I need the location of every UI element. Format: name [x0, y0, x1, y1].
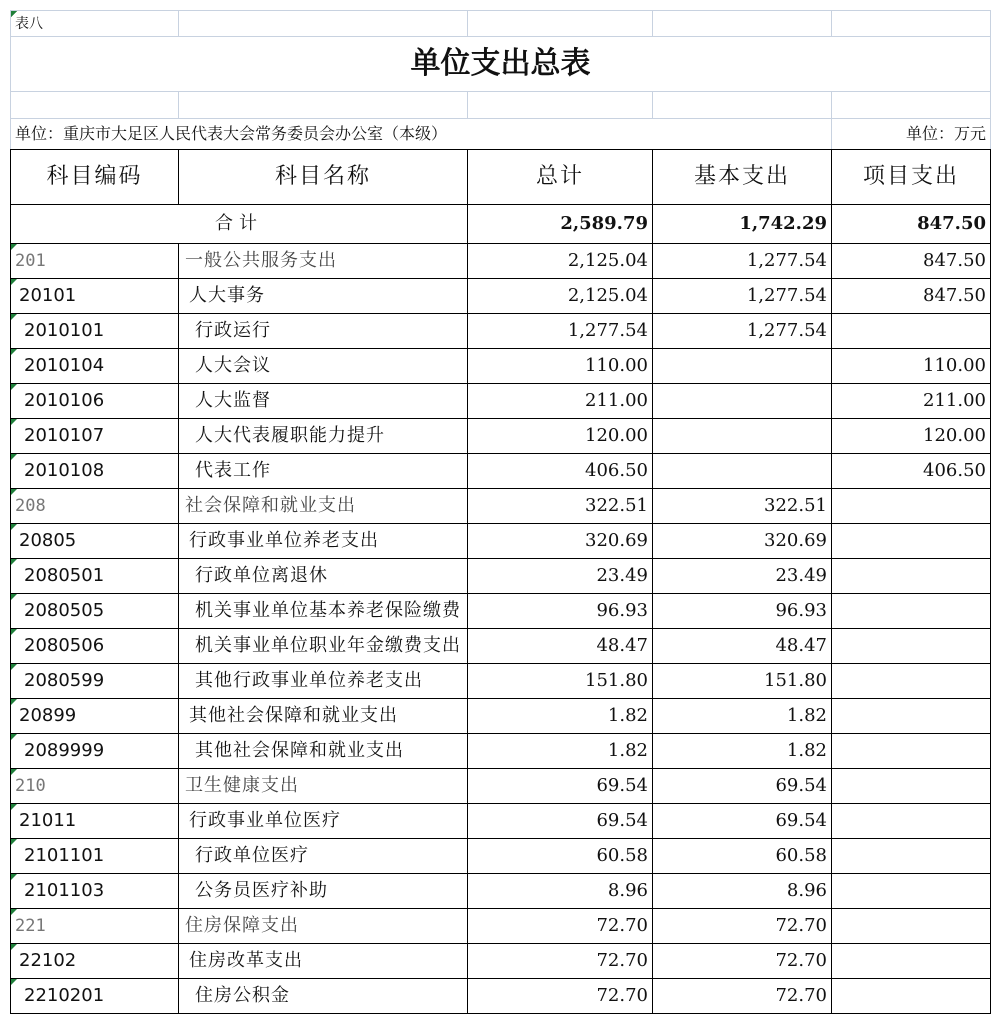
total-project: 847.50 [832, 205, 991, 244]
row-code-text: 2101103 [24, 880, 105, 901]
row-total: 322.51 [468, 489, 653, 524]
table-row [11, 559, 991, 594]
row-total: 211.00 [468, 384, 653, 419]
row-project [832, 804, 991, 839]
table-row [11, 699, 991, 734]
row-name [179, 734, 468, 769]
row-project [832, 594, 991, 629]
table-row [11, 874, 991, 909]
row-total: 48.47 [468, 629, 653, 664]
row-name [179, 594, 468, 629]
header-code: 科目编码 [11, 150, 179, 205]
cell-marker-icon [11, 279, 17, 285]
row-code-text: 2010108 [24, 460, 105, 481]
row-code-text: 2080501 [24, 565, 105, 586]
row-code [11, 419, 179, 454]
cell-marker-icon [11, 699, 17, 705]
row-name [179, 314, 468, 349]
row-code-text: 221 [15, 915, 46, 936]
row-code-text: 21011 [19, 810, 77, 831]
row-name [179, 524, 468, 559]
header-total: 总计 [468, 150, 653, 205]
table-row [11, 979, 991, 1014]
table-row [11, 419, 991, 454]
row-total: 69.54 [468, 804, 653, 839]
row-total: 110.00 [468, 349, 653, 384]
row-code [11, 384, 179, 419]
row-total: 406.50 [468, 454, 653, 489]
row-name-text: 机关事业单位基本养老保险缴费 [195, 600, 461, 621]
cell-marker-icon [11, 384, 17, 390]
cell-marker-icon [11, 559, 17, 565]
row-name [179, 559, 468, 594]
row-name [179, 664, 468, 699]
row-name [179, 629, 468, 664]
row-project: 406.50 [832, 454, 991, 489]
row-name [179, 454, 468, 489]
row-project [832, 489, 991, 524]
row-name-text: 行政运行 [195, 320, 271, 341]
row-code [11, 314, 179, 349]
row-name-text: 住房公积金 [195, 985, 290, 1006]
row-code [11, 559, 179, 594]
row-code-text: 2080599 [24, 670, 105, 691]
row-code [11, 279, 179, 314]
row-name-text: 行政单位医疗 [195, 845, 309, 866]
row-total: 72.70 [468, 979, 653, 1014]
cell-marker-icon [11, 874, 17, 880]
row-basic: 60.58 [653, 839, 832, 874]
row-total: 120.00 [468, 419, 653, 454]
row-project: 110.00 [832, 349, 991, 384]
row-name-text: 一般公共服务支出 [185, 250, 337, 271]
row-name-text: 行政事业单位养老支出 [189, 530, 379, 551]
cell-marker-icon [11, 629, 17, 635]
cell-marker-icon [11, 804, 17, 810]
row-total: 69.54 [468, 769, 653, 804]
row-project: 120.00 [832, 419, 991, 454]
total-sum: 2,589.79 [468, 205, 653, 244]
row-code [11, 664, 179, 699]
table-row [11, 244, 991, 279]
table-row [11, 839, 991, 874]
table-row [11, 734, 991, 769]
row-total: 8.96 [468, 874, 653, 909]
table-row [11, 454, 991, 489]
cell-marker-icon [11, 944, 17, 950]
row-code-text: 20899 [19, 705, 77, 726]
row-basic: 96.93 [653, 594, 832, 629]
row-project: 211.00 [832, 384, 991, 419]
cell-marker-icon [11, 419, 17, 425]
cell-marker-icon [11, 909, 17, 915]
table-row [11, 804, 991, 839]
row-code [11, 804, 179, 839]
row-name-text: 住房改革支出 [189, 950, 303, 971]
table-row [11, 384, 991, 419]
header-project: 项目支出 [832, 150, 991, 205]
row-total: 96.93 [468, 594, 653, 629]
row-name [179, 769, 468, 804]
row-name [179, 874, 468, 909]
row-project [832, 314, 991, 349]
row-project [832, 524, 991, 559]
row-name [179, 944, 468, 979]
row-code-text: 2010106 [24, 390, 105, 411]
row-code-text: 2080506 [24, 635, 105, 656]
row-name-text: 其他行政事业单位养老支出 [195, 670, 423, 691]
row-basic: 1,277.54 [653, 279, 832, 314]
row-basic: 322.51 [653, 489, 832, 524]
table-row [11, 629, 991, 664]
row-name-text: 机关事业单位职业年金缴费支出 [195, 635, 461, 656]
row-name [179, 909, 468, 944]
row-project [832, 769, 991, 804]
row-name [179, 244, 468, 279]
unit-organization: 单位：重庆市大足区人民代表大会常务委员会办公室（本级） [11, 119, 832, 150]
row-basic [653, 454, 832, 489]
row-code-text: 208 [15, 495, 46, 516]
row-code-text: 2010104 [24, 355, 105, 376]
row-total: 1.82 [468, 699, 653, 734]
header-name: 科目名称 [179, 150, 468, 205]
row-total: 72.70 [468, 909, 653, 944]
row-code-text: 2010101 [24, 320, 105, 341]
header-basic: 基本支出 [653, 150, 832, 205]
row-project [832, 839, 991, 874]
row-code [11, 769, 179, 804]
row-total: 72.70 [468, 944, 653, 979]
row-total: 2,125.04 [468, 279, 653, 314]
table-row [11, 909, 991, 944]
cell-marker-icon [11, 244, 17, 250]
table-row [11, 944, 991, 979]
row-code-text: 20101 [19, 285, 77, 306]
row-code [11, 349, 179, 384]
row-code [11, 594, 179, 629]
row-project [832, 629, 991, 664]
row-name-text: 人大代表履职能力提升 [195, 425, 385, 446]
row-code-text: 2089999 [24, 740, 105, 761]
row-project: 847.50 [832, 244, 991, 279]
table-row [11, 769, 991, 804]
row-name [179, 349, 468, 384]
table-row [11, 594, 991, 629]
row-basic: 8.96 [653, 874, 832, 909]
row-name [179, 489, 468, 524]
total-basic: 1,742.29 [653, 205, 832, 244]
table-row [11, 349, 991, 384]
row-code [11, 979, 179, 1014]
row-basic: 23.49 [653, 559, 832, 594]
row-name-text: 其他社会保障和就业支出 [189, 705, 398, 726]
row-project [832, 944, 991, 979]
row-code [11, 489, 179, 524]
row-code-text: 22102 [19, 950, 77, 971]
row-name [179, 804, 468, 839]
expenditure-table [10, 10, 991, 1014]
row-total: 1.82 [468, 734, 653, 769]
row-total: 2,125.04 [468, 244, 653, 279]
cell-marker-icon [11, 664, 17, 670]
row-name-text: 行政单位离退休 [195, 565, 328, 586]
row-code-text: 2010107 [24, 425, 105, 446]
row-total: 60.58 [468, 839, 653, 874]
row-name-text: 人大会议 [195, 355, 271, 376]
row-basic: 1.82 [653, 734, 832, 769]
cell-marker-icon [11, 979, 17, 985]
row-code [11, 699, 179, 734]
row-code-text: 20805 [19, 530, 77, 551]
row-project [832, 664, 991, 699]
row-code-text: 210 [15, 775, 46, 796]
row-basic: 72.70 [653, 979, 832, 1014]
row-basic: 151.80 [653, 664, 832, 699]
row-basic: 72.70 [653, 944, 832, 979]
row-name [179, 419, 468, 454]
row-code [11, 454, 179, 489]
row-code [11, 944, 179, 979]
row-code [11, 524, 179, 559]
table-row [11, 664, 991, 699]
row-code [11, 839, 179, 874]
row-basic [653, 419, 832, 454]
row-code-text: 2101101 [24, 845, 105, 866]
row-name-text: 人大监督 [195, 390, 271, 411]
row-project: 847.50 [832, 279, 991, 314]
cell-marker-icon [11, 734, 17, 740]
row-name-text: 人大事务 [189, 285, 265, 306]
row-name-text: 卫生健康支出 [185, 775, 299, 796]
row-total: 151.80 [468, 664, 653, 699]
row-total: 1,277.54 [468, 314, 653, 349]
row-code-text: 2210201 [24, 985, 105, 1006]
cell-marker-icon [11, 769, 17, 775]
row-basic [653, 349, 832, 384]
row-total: 320.69 [468, 524, 653, 559]
row-name-text: 社会保障和就业支出 [185, 495, 356, 516]
cell-marker-icon [11, 349, 17, 355]
page-title: 单位支出总表 [11, 37, 991, 92]
row-basic: 69.54 [653, 804, 832, 839]
cell-marker-icon [11, 594, 17, 600]
row-code [11, 244, 179, 279]
cell-marker-icon [11, 314, 17, 320]
row-project [832, 559, 991, 594]
row-name-text: 公务员医疗补助 [195, 880, 328, 901]
row-name-text: 行政事业单位医疗 [189, 810, 341, 831]
row-name [179, 384, 468, 419]
row-project [832, 874, 991, 909]
table-row [11, 314, 991, 349]
row-project [832, 734, 991, 769]
row-basic [653, 384, 832, 419]
table-row [11, 524, 991, 559]
row-code [11, 874, 179, 909]
row-basic: 48.47 [653, 629, 832, 664]
table-row [11, 279, 991, 314]
row-basic: 320.69 [653, 524, 832, 559]
row-basic: 1,277.54 [653, 244, 832, 279]
cell-marker-icon [11, 489, 17, 495]
row-code [11, 909, 179, 944]
row-code-text: 201 [15, 250, 46, 271]
cell-marker-icon [11, 454, 17, 460]
row-name-text: 其他社会保障和就业支出 [195, 740, 404, 761]
table-number-note: 表八 [11, 11, 179, 37]
row-code-text: 2080505 [24, 600, 105, 621]
row-basic: 1,277.54 [653, 314, 832, 349]
total-label: 合计 [11, 205, 468, 244]
row-code [11, 734, 179, 769]
unit-currency: 单位：万元 [832, 119, 991, 150]
cell-marker-icon [11, 839, 17, 845]
row-project [832, 699, 991, 734]
row-code [11, 629, 179, 664]
table-row [11, 489, 991, 524]
row-name [179, 979, 468, 1014]
row-basic: 69.54 [653, 769, 832, 804]
row-project [832, 979, 991, 1014]
row-name [179, 839, 468, 874]
row-total: 23.49 [468, 559, 653, 594]
row-name [179, 279, 468, 314]
row-basic: 72.70 [653, 909, 832, 944]
row-name-text: 代表工作 [195, 460, 271, 481]
row-basic: 1.82 [653, 699, 832, 734]
row-project [832, 909, 991, 944]
cell-marker-icon [11, 524, 17, 530]
row-name-text: 住房保障支出 [185, 915, 299, 936]
row-name [179, 699, 468, 734]
